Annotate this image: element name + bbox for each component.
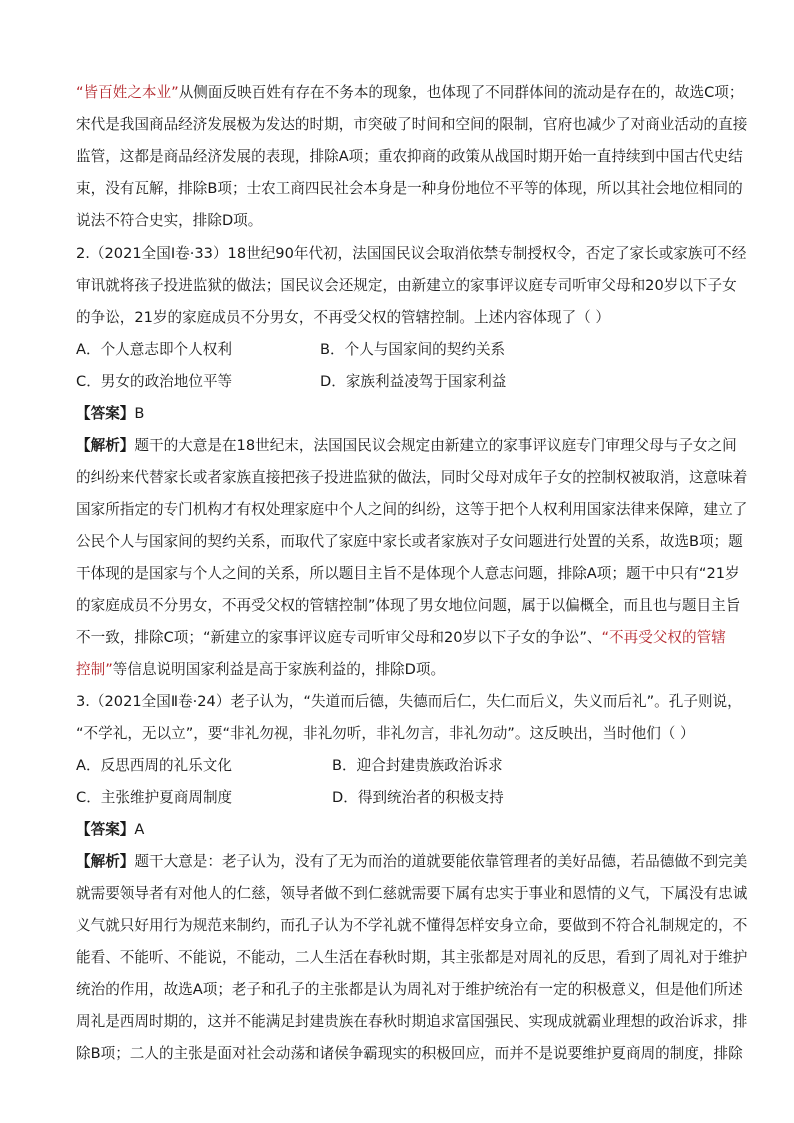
q2-analysis-text-8: 等信息说明国家利益是高于家族利益的，排除D项。 bbox=[112, 661, 446, 678]
q3-option-c: C．主张维护夏商周制度 bbox=[76, 789, 233, 806]
q2-analysis-line-1 bbox=[76, 436, 737, 456]
q2-analysis-line-7 bbox=[76, 628, 726, 648]
q2-analysis-line-8 bbox=[76, 660, 726, 680]
q3-stem-line-2: “不学礼，无以立”，要“非礼勿视，非礼勿听，非礼勿言，非礼勿动”。这反映出，当时他们（ ） bbox=[76, 725, 695, 742]
q3-analysis-line-1 bbox=[76, 852, 748, 872]
q2-analysis-line-2: 的纠纷来代替家长或者家族直接把孩子投进监狱的做法，同时父母对成年子女的控制权被取消，这意味着 bbox=[76, 469, 748, 486]
q3-analysis-text-1: 题干大意是：老子认为，没有了无为而治的道就要能依靠管理者的美好品德，若品德做不到完美 bbox=[134, 853, 748, 870]
answer-tag: 【答案】 bbox=[76, 405, 135, 422]
answer-tag-3: 【答案】 bbox=[76, 821, 135, 838]
q2-analysis-line-3: 国家所指定的专门机构才有权处理家庭中个人之间的纠纷，这等于把个人权利用国家法律来保障，建立了 bbox=[76, 501, 748, 518]
analysis-tag-3: 【解析】 bbox=[76, 853, 135, 870]
q3-analysis-line-5: 统治的作用，故选A项；老子和孔子的主张都是认为周礼对于维护统治有一定的积极意义，但是他们所述 bbox=[76, 981, 743, 998]
q3-analysis-line-2: 就需要领导者有对他人的仁慈，领导者做不到仁慈就需要下属有忠实于事业和恩情的义气，下属没有忠诚 bbox=[76, 885, 748, 902]
q3-analysis-line-3: 义气就只好用行为规范来制约，而孔子认为不学礼就不懂得怎样安身立命，要做到不符合礼制规定的，不 bbox=[76, 917, 748, 934]
q3-option-b: B．迎合封建贵族政治诉求 bbox=[332, 757, 503, 774]
q3-answer bbox=[76, 820, 726, 840]
q2-analysis-text-1: 题干的大意是在18世纪末，法国国民议会规定由新建立的家事评议庭专门审理父母与子女之间 bbox=[134, 437, 737, 454]
q3-analysis-line-4: 能看、不能听、不能说，不能动，二人生活在春秋时期，其主张都是对周礼的反思，看到了周礼对于维护 bbox=[76, 949, 748, 966]
answer-value-3: A bbox=[134, 821, 145, 838]
q2-analysis-line-6: 的家庭成员不分男女，不再受父权的管辖控制”体现了男女地位问题，属于以偏概全，而且也与题目主旨 bbox=[76, 597, 741, 614]
q2-option-c: C．男女的政治地位平等 bbox=[76, 373, 233, 390]
q2-answer bbox=[76, 404, 726, 424]
q2-option-d: D．家族利益凌驾于国家利益 bbox=[320, 373, 507, 390]
q2-analysis-text-7: 不一致，排除C项；“新建立的家事评议庭专司听审父母和20岁以下子女的争讼”、 bbox=[76, 629, 602, 646]
q2-analysis-line-5: 干体现的是国家与个人之间的关系，所以题目主旨不是体现个人意志问题，排除A项；题干中只有“21岁 bbox=[76, 565, 740, 582]
q3-option-d: D．得到统治者的积极支持 bbox=[332, 789, 504, 806]
para1-line-3: 监管，这都是商品经济发展的表现，排除A项；重农抑商的政策从战国时期开始一直持续到中国古代史结 bbox=[76, 148, 743, 165]
para1-line-5: 说法不符合史实，排除D项。 bbox=[76, 212, 263, 229]
quote-highlight-2: “不再受父权的管辖 bbox=[601, 629, 726, 646]
q3-analysis-line-7: 除B项；二人的主张是面对社会动荡和诸侯争霸现实的积极回应，而并不是说要维护夏商周的制度，排除 bbox=[76, 1045, 743, 1062]
quote-highlight-3: 控制” bbox=[76, 661, 113, 678]
para1-line-4: 束，没有瓦解，排除B项；士农工商四民社会本身是一种身份地位不平等的体现，所以其社会地位相同的 bbox=[76, 180, 743, 197]
q3-stem-line-1: 3.（2021全国Ⅱ卷·24）老子认为，“失道而后德，失德而后仁，失仁而后义，失义而后礼”。孔子则说， bbox=[76, 693, 742, 710]
q3-option-a: A．反思西周的礼乐文化 bbox=[76, 757, 232, 774]
q2-analysis-line-4: 公民个人与国家间的契约关系，而取代了家庭中家长或者家族对子女问题进行处置的关系，故选B项；题 bbox=[76, 533, 743, 550]
quote-highlight: “皆百姓之本业” bbox=[76, 84, 179, 101]
q2-stem-line-1: 2.（2021全国Ⅰ卷·33）18世纪90年代初，法国国民议会取消依禁专制授权令，否定了家长或家族可不经 bbox=[76, 245, 747, 262]
analysis-tag: 【解析】 bbox=[76, 437, 135, 454]
para1-line-1-text: 从侧面反映百姓有存在不务本的现象，也体现了不同群体间的流动是存在的，故选C项； bbox=[178, 84, 744, 101]
q2-option-b: B．个人与国家间的契约关系 bbox=[320, 341, 506, 358]
answer-value: B bbox=[134, 405, 145, 422]
q2-stem-line-2: 审讯就将孩子投进监狱的做法；国民议会还规定，由新建立的家事评议庭专司听审父母和20岁以下子女 bbox=[76, 277, 737, 294]
q3-analysis-line-6: 周礼是西周时期的，这并不能满足封建贵族在春秋时期追求富国强民、实现成就霸业理想的政治诉求，排 bbox=[76, 1013, 748, 1030]
q2-stem-line-3: 的争讼，21岁的家庭成员不分男女，不再受父权的管辖控制。上述内容体现了（ ） bbox=[76, 309, 610, 326]
para1-line-2: 宋代是我国商品经济发展极为发达的时期，市突破了时间和空间的限制，官府也减少了对商业活动的直接 bbox=[76, 116, 748, 133]
para1-line-1 bbox=[76, 83, 744, 103]
q2-option-a: A．个人意志即个人权利 bbox=[76, 341, 232, 358]
